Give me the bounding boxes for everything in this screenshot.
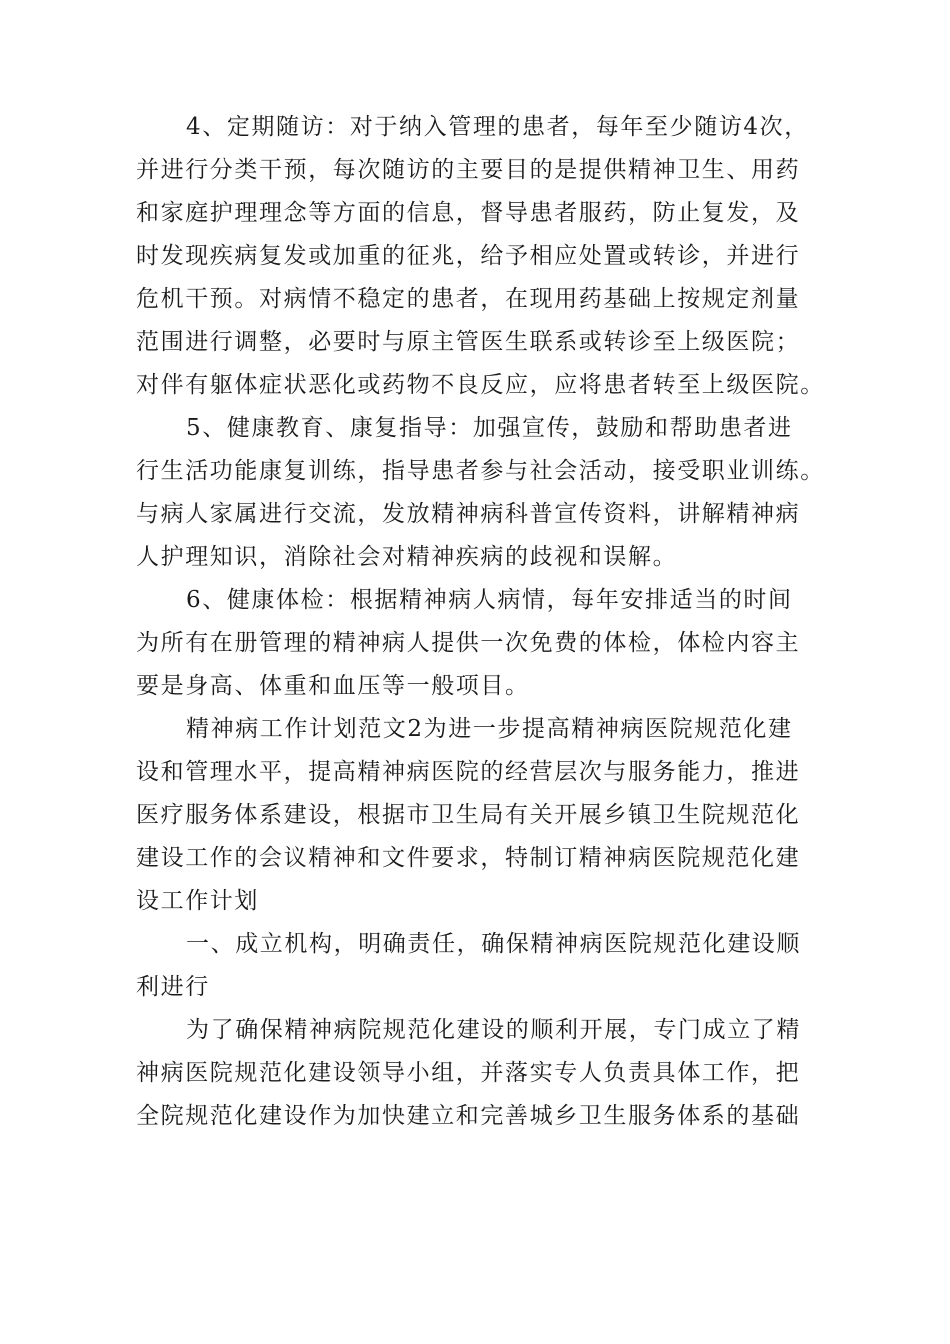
document-body — [136, 106, 836, 1138]
text-line: 为了确保精神病院规范化建设的顺利开展，专门成立了精 — [186, 1017, 801, 1043]
text-line: 并进行分类干预，每次随访的主要目的是提供精神卫生、用药 — [136, 157, 801, 183]
text-line: 人护理知识，消除社会对精神疾病的歧视和误解。 — [136, 544, 678, 570]
text-line: 精神病工作计划范文2为进一步提高精神病医院规范化建 — [186, 716, 793, 742]
text-line: 神病医院规范化建设领导小组，并落实专人负责具体工作，把 — [136, 1060, 801, 1086]
text-line: 6、健康体检：根据精神病人病情，每年安排适当的时间 — [186, 587, 793, 613]
text-line: 要是身高、体重和血压等一般项目。 — [136, 673, 530, 699]
paragraph-work-plan-intro — [136, 708, 836, 923]
text-line: 为所有在册管理的精神病人提供一次免费的体检，体检内容主 — [136, 630, 801, 656]
text-line: 对伴有躯体症状恶化或药物不良反应，应将患者转至上级医院。 — [136, 372, 825, 398]
text-line: 利进行 — [136, 974, 210, 1000]
text-line: 和家庭护理理念等方面的信息，督导患者服药，防止复发，及 — [136, 200, 801, 226]
paragraph-leadership-group — [136, 1009, 836, 1138]
text-line: 5、健康教育、康复指导：加强宣传，鼓励和帮助患者进 — [186, 415, 793, 441]
text-line: 医疗服务体系建设，根据市卫生局有关开展乡镇卫生院规范化 — [136, 802, 801, 828]
text-line: 危机干预。对病情不稳定的患者，在现用药基础上按规定剂量 — [136, 286, 801, 312]
text-line: 时发现疾病复发或加重的征兆，给予相应处置或转诊，并进行 — [136, 243, 801, 269]
paragraph-follow-up — [136, 106, 836, 407]
text-line: 一、成立机构，明确责任，确保精神病医院规范化建设顺 — [186, 931, 801, 957]
text-line: 设工作计划 — [136, 888, 259, 914]
paragraph-health-education — [136, 407, 836, 579]
text-line: 4、定期随访：对于纳入管理的患者，每年至少随访4次， — [186, 114, 809, 140]
text-line: 建设工作的会议精神和文件要求，特制订精神病医院规范化建 — [136, 845, 801, 871]
text-line: 行生活功能康复训练，指导患者参与社会活动，接受职业训练。 — [136, 458, 825, 484]
section-heading-one — [136, 923, 836, 1009]
text-line: 设和管理水平，提高精神病医院的经营层次与服务能力，推进 — [136, 759, 801, 785]
text-line: 全院规范化建设作为加快建立和完善城乡卫生服务体系的基础 — [136, 1103, 801, 1129]
text-line: 与病人家属进行交流，发放精神病科普宣传资料，讲解精神病 — [136, 501, 801, 527]
text-line: 范围进行调整，必要时与原主管医生联系或转诊至上级医院； — [136, 329, 801, 355]
paragraph-health-checkup — [136, 579, 836, 708]
